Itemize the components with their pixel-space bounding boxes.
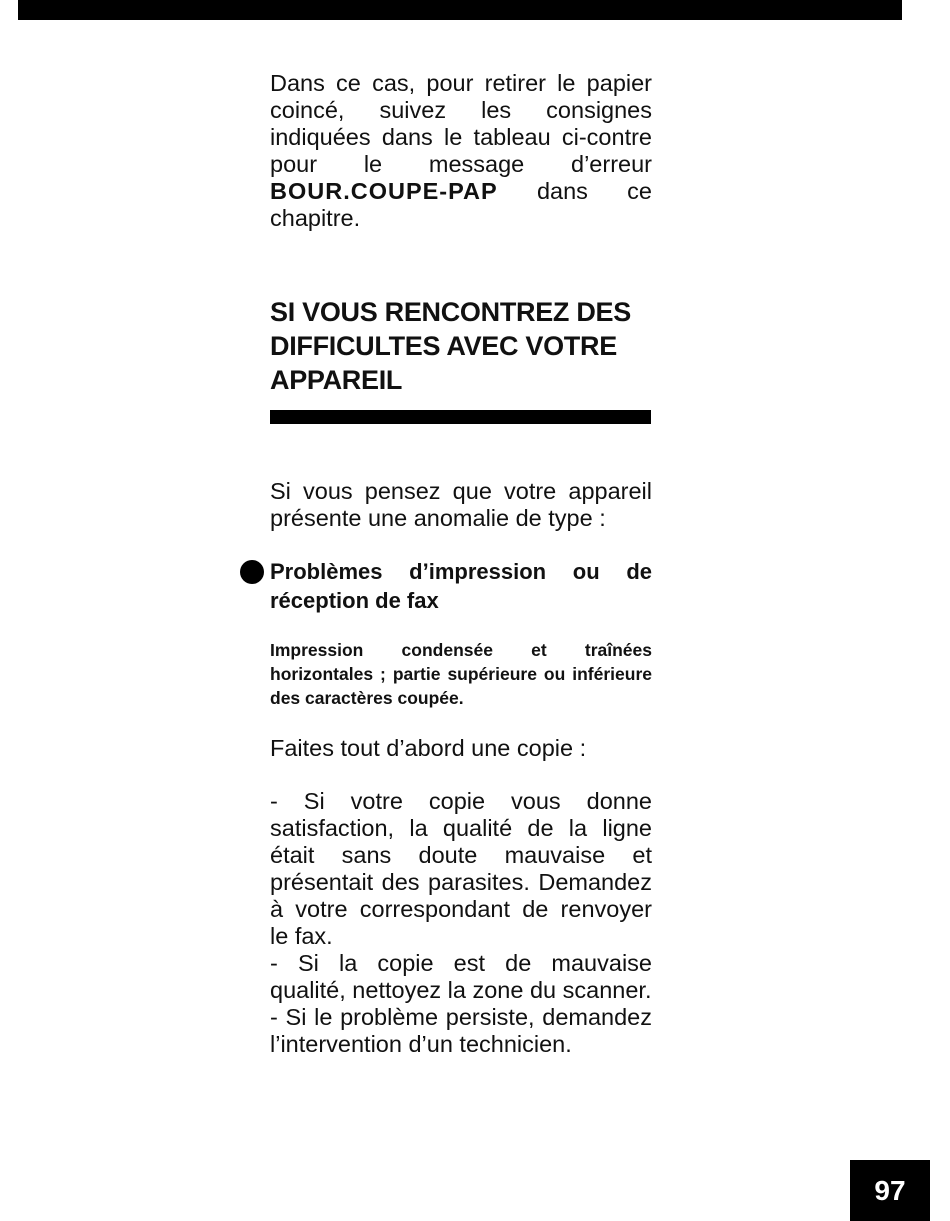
intro-text-before: Dans ce cas, pour retirer le papier coincé, suivez les consignes indiquées dans le tableau ci-contre pour le message d’erreur [270,70,652,177]
page-number: 97 [850,1160,930,1221]
step-item: - Si le problème persiste, demandez l’intervention d’un technicien. [270,1004,652,1057]
issue-description: Impression condensée et traînées horizontales ; partie supérieure ou inférieure des caractères coupée. [270,640,652,708]
steps-list [270,788,652,1058]
step-item: - Si votre copie vous donne satisfaction, la qualité de la ligne était sans doute mauvaise et présentait des parasites. Demandez à votre correspondant de renvoyer le fax. [270,788,652,949]
first-step: Faites tout d’abord une copie : [270,735,587,761]
intro-paragraph [270,70,652,232]
section-rule [270,410,651,424]
subheading: Problèmes d’impression ou de réception de fax [270,559,652,613]
error-code: BOUR.COUPE-PAP [270,178,498,204]
section-title: SI VOUS RENCONTREZ DES DIFFICULTES AVEC VOTRE APPAREIL [270,297,631,395]
lead-paragraph: Si vous pensez que votre appareil présente une anomalie de type : [270,478,652,531]
bullet-icon [240,560,264,584]
step-item: - Si la copie est de mauvaise qualité, nettoyez la zone du scanner. [270,950,652,1003]
intro-text-after: dans ce chapitre. [270,178,652,231]
top-rule [18,0,902,20]
